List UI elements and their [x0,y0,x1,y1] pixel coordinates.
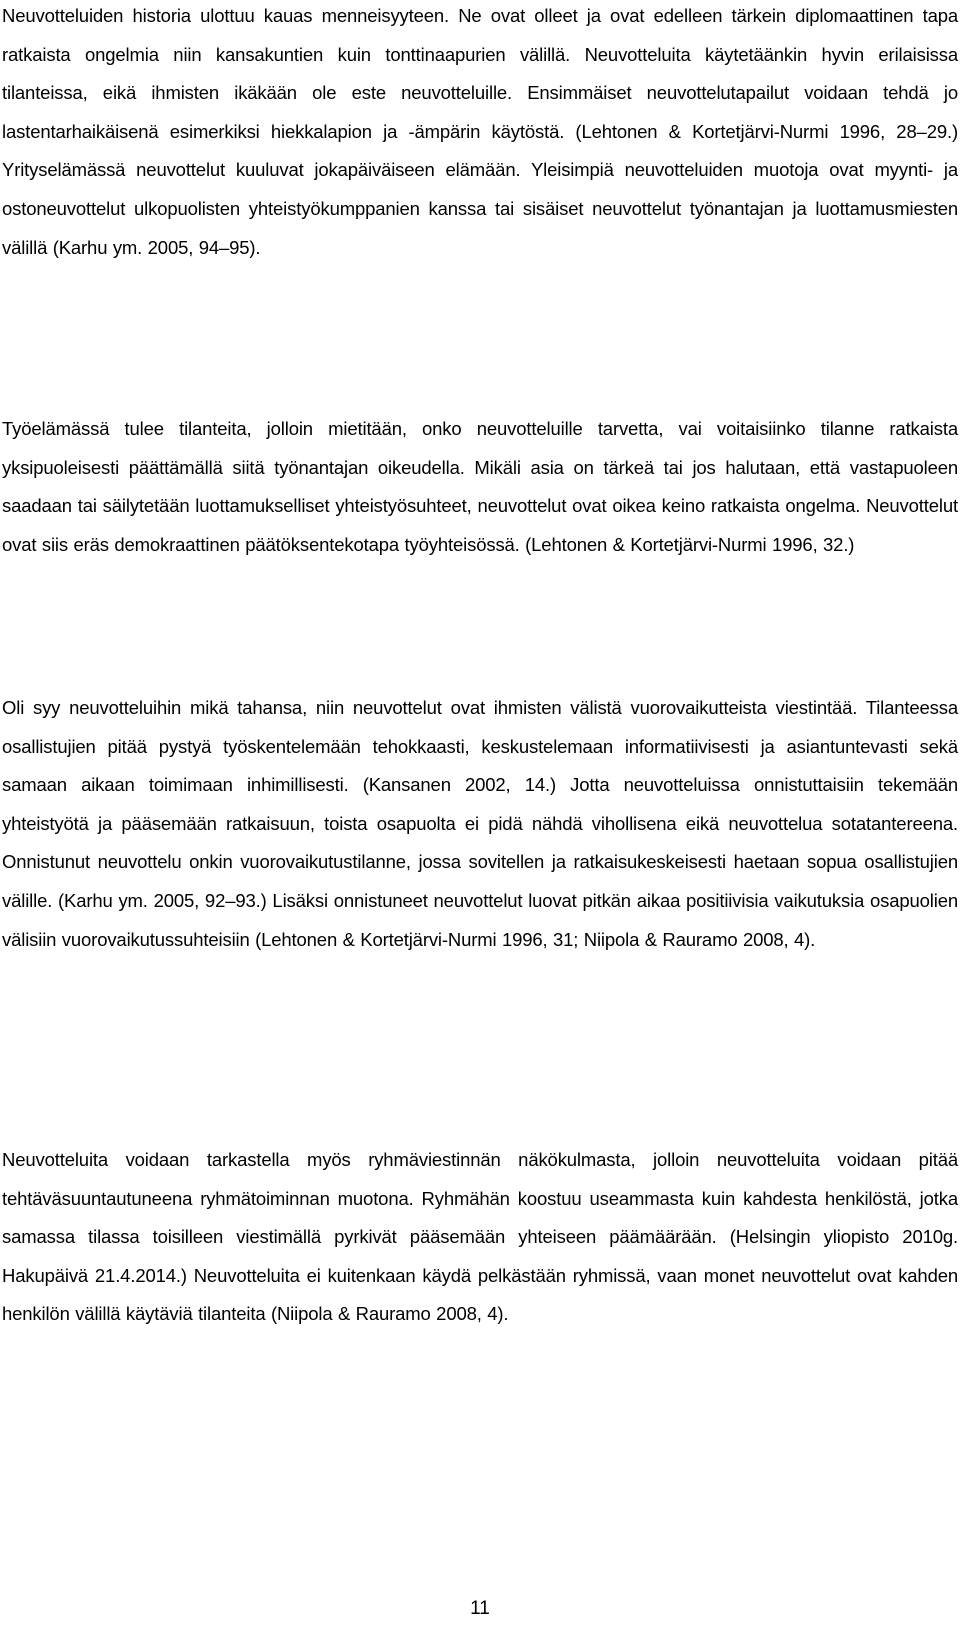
body-paragraph: Neuvotteluita voidaan tarkastella myös ryhmäviestinnän näkökulmasta, jolloin neuvotteluita voidaan pitää tehtäväsuuntautuneena ryhmätoiminnan muotona. Ryhmähän koostuu useammasta kuin kahdesta henkilöstä, jotka samassa tilassa toisilleen viestimällä pyrkivät pääsemään yhteiseen päämäärään. (Helsingin yliopisto 2010g. Hakupäivä 21.4.2014.) Neuvotteluita ei kuitenkaan käydä pelkästään ryhmissä, vaan monet neuvottelut ovat kahden henkilön välillä käytäviä tilanteita (Niipola & Rauramo 2008, 4). [2,1149,958,1325]
body-paragraph: Oli syy neuvotteluihin mikä tahansa, niin neuvottelut ovat ihmisten välistä vuorovaikutteista viestintää. Tilanteessa osallistujien pitää pystyä työskentelemään tehokkaasti, keskustelemaan informatiivisesti ja asiantuntevasti sekä samaan aikaan toimimaan inhimillisesti. (Kansanen 2002, 14.) Jotta neuvotteluissa onnistuttaisiin tekemään yhteistyötä ja pääsemään ratkaisuun, toista osapuolta ei pidä nähdä vihollisena eikä neuvottelua sotatantereena. Onnistunut neuvottelu onkin vuorovaikutustilanne, jossa sovitellen ja ratkaisukeskeisesti haetaan sopua osallistujien välille. (Karhu ym. 2005, 92–93.) Lisäksi onnistuneet neuvottelut luovat pitkän aikaa positiivisia vaikutuksia osapuolien välisiin vuorovaikutussuhteisiin (Lehtonen & Kortetjärvi-Nurmi 1996, 31; Niipola & Rauramo 2008, 4). [2,697,958,950]
body-paragraph: Työelämässä tulee tilanteita, jolloin mietitään, onko neuvotteluille tarvetta, vai voitaisiinko tilanne ratkaista yksipuoleisesti päättämällä siitä työnantajan oikeudella. Mikäli asia on tärkeä tai jos halutaan, että vastapuoleen saadaan tai säilytetään luottamukselliset yhteistyösuhteet, neuvottelut ovat oikea keino ratkaista ongelma. Neuvottelut ovat siis eräs demokraattinen päätöksentekotapa työyhteisössä. (Lehtonen & Kortetjärvi-Nurmi 1996, 32.) [2,418,958,555]
page-number: 11 [470,1598,490,1619]
body-paragraph: Neuvotteluiden historia ulottuu kauas menneisyyteen. Ne ovat olleet ja ovat edelleen tärkein diplomaattinen tapa ratkaista ongelmia niin kansakuntien kuin tonttinaapurien välillä. Neuvotteluita käytetäänkin hyvin erilaisissa tilanteissa, eikä ihmisten ikäkään ole este neuvotteluille. Ensimmäiset neuvottelutapailut voidaan tehdä jo lastentarhaikäisenä esimerkiksi hiekkalapion ja -ämpärin käytöstä. (Lehtonen & Kortetjärvi-Nurmi 1996, 28–29.) Yrityselämässä neuvottelut kuuluvat jokapäiväiseen elämään. Yleisimpiä neuvotteluiden muotoja ovat myynti- ja ostoneuvottelut ulkopuolisten yhteistyökumppanien kanssa tai sisäiset neuvottelut työnantajan ja luottamusmiesten välillä (Karhu ym. 2005, 94–95). [2,5,958,258]
